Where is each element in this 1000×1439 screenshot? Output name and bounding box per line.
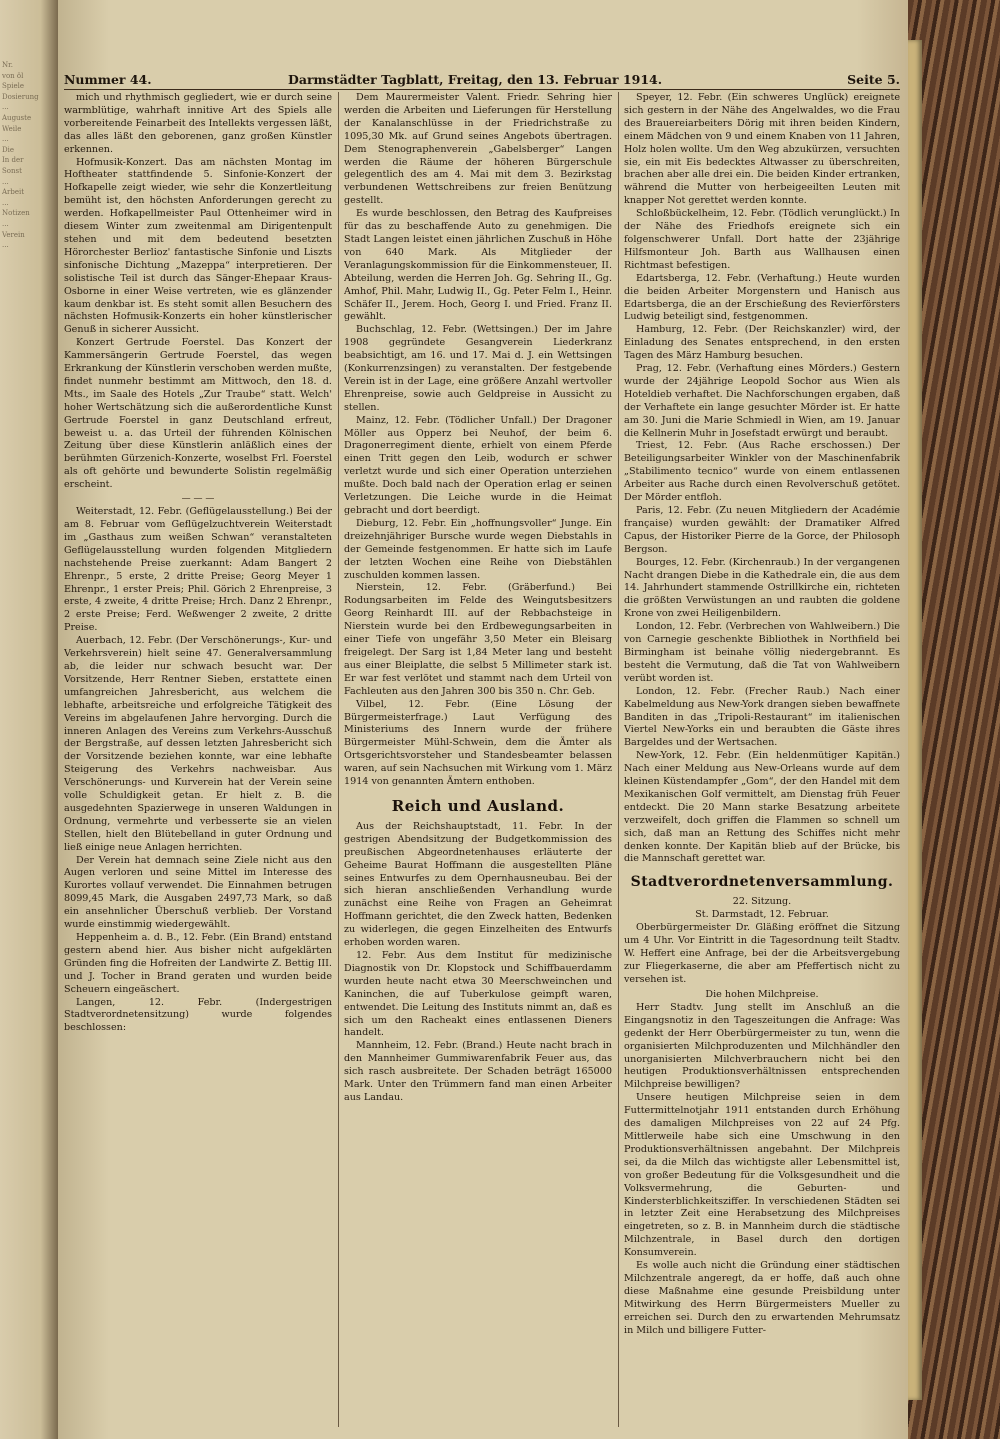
article-paragraph: London, 12. Febr. (Verbrechen von Wahlweibern.) Die von Carnegie geschenkte Bibliothek in Northfield bei Birmingham ist beinahe völlig niedergebrannt. Es besteht die Vermutung, daß die Tat von Wahlweibern verübt worden ist. xyxy=(624,621,900,684)
issue-number: Nummer 44. xyxy=(64,72,152,87)
session-number: 22. Sitzung. xyxy=(732,896,792,908)
article-paragraph: Der Verein hat demnach seine Ziele nicht aus den Augen verloren und seine Mittel im Interesse des Kurortes vollauf verwendet. Die Einnahmen betrugen 8099,45 Mark, die Ausgaben 2497,73 Mark, so daß ein ansehnlicher Überschuß verblieb. Der Vorstand wurde einstimmig wiedergewählt. xyxy=(64,854,332,931)
article-paragraph: Nierstein, 12. Febr. (Gräberfund.) Bei Rodungsarbeiten im Felde des Weingutsbesitzers Georg Reinhardt III. auf der Rebbachsteige in Nierstein wurde bei den Erdbewegungsarbeiten in einer Tiefe von ungefähr 3,50 Meter ein Bleisarg freigelegt. Der Sarg ist 1,84 Meter lang und besteht aus einer Bleiplatte, die selbst 5 Millimeter stark ist. Er war fest verlötet und stammt nach dem Urteil von Fachleuten aus den Jahren 300 bis 350 n. Chr. Geb. xyxy=(344,582,612,697)
article-paragraph: Prag, 12. Febr. (Verhaftung eines Mörders.) Gestern wurde der 24jährige Leopold Sochor aus Wien als Hoteldieb verhaftet. Die Nachforschungen ergaben, daß der Verhaftete ein lange gesuchter Mörder ist. Er hatte am 30. Juni die Marie Schmiedl in Wien, am 19. Januar die Kellnerin Muhr in Josefstadt erwürgt und beraubt. xyxy=(624,363,900,439)
article-paragraph: London, 12. Febr. (Frecher Raub.) Nach einer Kabelmeldung aus New-York drangen sieben bewaffnete Banditen in das „Tripoli-Restaurant“ im italienischen Viertel New-Yorks ein und beraubten die Gäste ihres Bargeldes und der Wertsachen. xyxy=(624,685,900,749)
article-paragraph: Es wolle auch nicht die Gründung einer städtischen Milchzentrale angeregt, da er hoffe, daß auch ohne diese Maßnahme eine gesunde Preisbildung unter Mitwirkung des Herrn Bürgermeisters Mueller zu erreichen sei. Durch den zu erwartenden Mehrumsatz in Milch und billigere Futter- xyxy=(624,1260,900,1336)
article-paragraph: Heppenheim a. d. B., 12. Febr. (Ein Brand) entstand gestern abend hier. Aus bisher nicht aufgeklärten Gründen fing die Hofreiten der Landwirte Z. Bettig III. und J. Tocher in Brand geraten und wurden beide Scheuern eingeäschert. xyxy=(64,932,332,995)
column-1 xyxy=(64,92,332,1427)
masthead-rule xyxy=(64,89,900,90)
article-paragraph: Buchschlag, 12. Febr. (Wettsingen.) Der im Jahre 1908 gegründete Gesangverein Liederkranz beabsichtigt, am 16. und 17. Mai d. J. ein Wettsingen (Konkurrenzsingen) zu veranstalten. Der festgebende Verein ist in der Lage, eine größere Anzahl wertvoller Ehrenpreise, sowie auch Geldpreise in Aussicht zu stellen. xyxy=(344,324,612,413)
article-paragraph: Herr Stadtv. Jung stellt im Anschluß an die Eingangsnotiz in den Tageszeitungen die Anfrage: Was gedenkt der Herr Oberbürgermeister zu tun, wenn die organisierten Milchproduzenten und Milchhändler den unorganisierten Milchverbrauchern nicht bei den heutigen Produktionsverhältnissen entsprechenden Milchpreise bewilligen? xyxy=(624,1001,900,1091)
article-paragraph: Speyer, 12. Febr. (Ein schweres Unglück) ereignete sich gestern in der Nähe des Angelwaldes, wo die Frau des Brauereiarbeiters Dörig mit ihren beiden Kindern, einem Mädchen von 9 und einem Knaben von 11 Jahren, Holz holen wollte. Um den Weg abzukürzen, versuchten sie, ein mit Eis bedecktes Altwasser zu überschreiten, brachen aber alle drei ein. Die beiden Kinder ertranken, während die Mutter von herbeigeeilten Leuten mit knapper Not gerettet werden konnte. xyxy=(624,92,900,207)
article-paragraph: Edartsberga, 12. Febr. (Verhaftung.) Heute wurden die beiden Arbeiter Morgenstern und Hanisch aus Edartsberga, die an der Erschießung des Revierförsters Ludwig beteiligt sind, festgenommen. xyxy=(624,272,900,323)
article-paragraph: Unsere heutigen Milchpreise seien in dem Futtermittelnotjahr 1911 entstanden durch Erhöhung des damaligen Milchpreises von 22 auf 24 Pfg. Mittlerweile habe sich eine Umschwung in den Produktionsverhältnissen angebahnt. Der Milchpreis sei, da die Milch das wichtigste aller Lebensmittel ist, von großer Bedeutung für die Volksgesundheit und die Volksvermehrung, die Geburten- und Kindersterblichkeitsziffer. In verschiedenen Städten sei in letzter Zeit eine Herabsetzung des Milchpreises eingetreten, so z. B. in Mannheim durch die städtische Milchzentrale, in Basel durch den dortigen Konsumverein. xyxy=(624,1092,900,1259)
book-binding-right xyxy=(908,0,1000,1439)
article-paragraph: Dem Maurermeister Valent. Friedr. Sehring hier werden die Arbeiten und Lieferungen für Herstellung der Kanalanschlüsse in der Friedrichstraße zu 1095,30 Mk. auf Grund seines Angebots übertragen. Dem Stenographenverein „Gabelsberger“ Langen werden die Räume der höheren Bürgerschule gelegentlich des am 4. Mai mit dem 3. Bezirkstag verbundenen Wettschreibens zur freien Benützung gestellt. xyxy=(344,92,612,207)
article-paragraph: Aus der Reichshauptstadt, 11. Febr. In der gestrigen Abendsitzung der Budgetkommission des preußischen Abgeordnetenhauses erläuterte der Geheime Baurat Hoffmann die ausgestellten Pläne seines Entwurfes zu dem Opernhausneubau. Bei der sich hieran anschließenden Verhandlung wurde zunächst eine Reihe von Fragen an Geheimrat Hoffmann gerichtet, die den Zweck hatten, Bedenken zu widerlegen, die gegen Einzelheiten des Entwurfs erhoben worden waren. xyxy=(344,820,612,949)
article-paragraph: Vilbel, 12. Febr. (Eine Lösung der Bürgermeisterfrage.) Laut Verfügung des Ministeriums des Innern wurde der frühere Bürgermeister Mühl-Schwein, dem die Ämter als Ortsgerichtsvorsteher und Standesbeamter belassen waren, auf sein Nachsuchen mit Wirkung vom 1. März 1914 von genannten Ämtern enthoben. xyxy=(344,698,612,788)
dateline: St. Darmstadt, 12. Februar. xyxy=(695,909,829,921)
newspaper-page xyxy=(58,0,908,1439)
article-paragraph: Triest, 12. Febr. (Aus Rache erschossen.) Der Beteiligungsarbeiter Winkler von der Maschinenfabrik „Stabilimento tecnico“ wurde von einem entlassenen Arbeiter aus Rache durch einen Revolverschuß getötet. Der Mörder entfloh. xyxy=(624,440,900,504)
article-paragraph: Es wurde beschlossen, den Betrag des Kaufpreises für das zu beschaffende Auto zu genehmigen. Die Stadt Langen leistet einen jährlichen Zuschuß in Höhe von 640 Mark. Als Mitglieder der Veranlagungskommission für die Einkommensteuer, II. Abteilung, werden die Herren Joh. Gg. Sehring II., Gg. Amhof, Phil. Mahr, Ludwig II., Gg. Peter Felm I., Heinr. Schäfer II., Jerem. Hoch, Georg I. und Fried. Franz II. gewählt. xyxy=(344,208,612,323)
article-paragraph: Konzert Gertrude Foerstel. Das Konzert der Kammersängerin Gertrude Foerstel, das wegen Erkrankung der Künstlerin verschoben werden mußte, findet nunmehr bestimmt am Mittwoch, den 18. d. Mts., im Saale des Hotels „Zur Traube“ statt. Welch' hoher Wertschätzung sich die außerordentliche Kunst Gertrude Foerstel in ganz Deutschland erfreut, beweist u. a. das Urteil der führenden Kölnischen Zeitung über diese Künstlerin anläßlich eines der berühmten Gürzenich-Konzerte, woselbst Frl. Foerstel als oft gehörte und bewunderte Solistin regelmäßig erscheint. xyxy=(64,337,332,491)
article-paragraph: Hamburg, 12. Febr. (Der Reichskanzler) wird, der Einladung des Senates entsprechend, in den ersten Tagen des März Hamburg besuchen. xyxy=(624,324,900,362)
article-paragraph: Dieburg, 12. Febr. Ein „hoffnungsvoller“ Junge. Ein dreizehnjähriger Bursche wurde wegen Diebstahls in der Gemeinde festgenommen. Er hatte sich im Laufe der letzten Wochen eine Reihe von Diebstählen zuschulden kommen lassen. xyxy=(344,517,612,581)
separator: — — — xyxy=(181,494,215,505)
article-paragraph: Weiterstadt, 12. Febr. (Geflügelausstellung.) Bei der am 8. Februar vom Geflügelzuchtverein Weiterstadt im „Gasthaus zum weißen Schwan“ veranstalteten Geflügelausstellung wurden folgenden Mitgliedern nachstehende Preise zuerkannt: Adam Bangert 2 Ehrenpr., 5 erste, 2 dritte Preise; Georg Meyer 1 Ehrenpr., 1 erster Preis; Phil. Görich 2 Ehrenpreise, 3 erste, 4 zweite, 4 dritte Preise; Hrch. Danz 2 Ehrenpr., 2 erste Preise; Ferd. Weßwenger 2 zweite, 2 dritte Preise. xyxy=(64,506,332,634)
article-paragraph: Paris, 12. Febr. (Zu neuen Mitgliedern der Académie française) wurden gewählt: der Dramatiker Alfred Capus, der Historiker Pierre de la Gorce, der Philosoph Bergson. xyxy=(624,505,900,555)
column-divider xyxy=(618,92,619,1427)
paper-title-date: Darmstädter Tagblatt, Freitag, den 13. Februar 1914. xyxy=(288,72,663,87)
masthead xyxy=(64,72,900,88)
article-paragraph: Oberbürgermeister Dr. Gläßing eröffnet die Sitzung um 4 Uhr. Vor Eintritt in die Tagesordnung teilt Stadtv. W. Heffert eine Anfrage, bei der die Arbeitsvergebung zur Fliegerkaserne, die aber am Pfeffertisch nicht zu versehen ist. xyxy=(624,922,900,985)
article-paragraph: Bourges, 12. Febr. (Kirchenraub.) In der vergangenen Nacht drangen Diebe in die Kathedrale ein, die aus dem 14. Jahrhundert stammende Ostrillkirche ein, richteten die größten Verwüstungen an und raubten die goldene Krone von zwei Heiligenbildern. xyxy=(624,556,900,620)
adjacent-page-text: Nr. von öl Spiele Dosierung ... Auguste Weile ... Die In der Sonst ... Arbeit ... Notizen ... Verein ... xyxy=(2,61,39,250)
article-paragraph: Langen, 12. Febr. (Indergestrigen Stadtverordnetensitzung) wurde folgendes beschlossen: xyxy=(64,996,332,1034)
page-number: Seite 5. xyxy=(847,72,900,87)
article-paragraph: Mannheim, 12. Febr. (Brand.) Heute nacht brach in den Mannheimer Gummiwarenfabrik Feuer aus, das sich rasch ausbreitete. Der Schaden beträgt 165000 Mark. Unter den Trümmern fand man einen Arbeiter aus Landau. xyxy=(344,1040,612,1103)
article-paragraph: Hofmusik-Konzert. Das am nächsten Montag im Hoftheater stattfindende 5. Sinfonie-Konzert der Hofkapelle zeigt wieder, wie sehr die Konzertleitung bemüht ist, den höchsten Anforderungen gerecht zu werden. Hofkapellmeister Paul Ottenheimer wird in diesem Winter zum zweitenmal am Dirigentenpult stehen und mit dem bedeutend besetzten Hörorchester Berlioz' fantastische Sinfonie und Liszts sinfonische Dichtung „Mazeppa“ interpretieren. Der solistische Teil ist durch das Sänger-Ehepaar Kraus-Osborne in einer Weise vertreten, wie es glänzender kaum denkbar ist. Es steht somit allen Besuchern des nächsten Hofmusik-Konzerts ein hoher künstlerischer Genuß in sicherer Aussicht. xyxy=(64,156,332,336)
article-paragraph: 12. Febr. Aus dem Institut für medizinische Diagnostik von Dr. Klopstock und Schiffbauerdamm wurden heute nacht etwa 30 Meerschweinchen und Kaninchen, die auf Tuberkulose geimpft waren, entwendet. Die Leitung des Instituts nimmt an, daß es sich um den Racheakt eines entlassenen Dieners handelt. xyxy=(344,950,612,1039)
article-paragraph: Mainz, 12. Febr. (Tödlicher Unfall.) Der Dragoner Möller aus Opperz bei Neuhof, der beim 6. Dragonerregiment diente, erhielt von einem Pferde einen Tritt gegen den Leib, wodurch er schwer verletzt wurde und sich einer Operation unterziehen mußte. Doch bald nach der Operation erlag er seinen Verletzungen. Die Leiche wurde in die Heimat gebracht und dort beerdigt. xyxy=(344,414,612,516)
adjacent-page-left xyxy=(0,0,58,1439)
page-edge xyxy=(908,40,922,1400)
article-paragraph: mich und rhythmisch gegliedert, wie er durch seine warmblütige, wahrhaft innitive Art des Spiels alle vorbereitende Feinarbeit des Intellekts vergessen läßt, das alles läßt den geborenen, ganz großen Künstler erkennen. xyxy=(64,92,332,155)
column-divider xyxy=(338,92,339,1427)
section-heading-reich-und-ausland: Reich und Ausland. xyxy=(391,796,565,815)
article-paragraph: Auerbach, 12. Febr. (Der Verschönerungs-, Kur- und Verkehrsverein) hielt seine 47. Generalversammlung ab, die leider nur schwach besucht war. Der Vorsitzende, Herr Rentner Sieben, erstattete einen umfangreichen Jahresbericht, aus welchem die lebhafte, arbeitsreiche und erfolgreiche Tätigkeit des Vereins im abgelaufenen Jahre hervorging. Durch die inneren Anlagen des Vereins zum Verkehrs-Ausschuß der Bergstraße, auf dessen letzten Jahresbericht sich der Vorsitzende beziehen konnte, war eine lebhafte Steigerung des Verkehrs nachweisbar. Aus Verschönerungs- und Kurverein hat der Verein seine volle Schuldigkeit getan. Er hielt z. B. die ausgedehnten Spazierwege in unseren Waldungen in Ordnung, vermehrte und verbesserte sie an vielen Stellen, hielt den Blütebelland in guter Ordnung und ließ einige neue Anlagen herrichten. xyxy=(64,635,332,853)
subsection-heading: Die hohen Milchpreise. xyxy=(705,988,819,1000)
article-paragraph: Schloßbückelheim, 12. Febr. (Tödlich verunglückt.) In der Nähe des Friedhofs ereignete sich ein folgenschwerer Unfall. Dort hatte der 23jährige Hilfsmonteur Joh. Barth aus Wallhausen einen Richtmast befestigen. xyxy=(624,208,900,271)
column-3 xyxy=(624,92,900,1427)
section-heading-stadtverordnetenversammlung: Stadtverordnetenversammlung. xyxy=(630,874,894,891)
column-2 xyxy=(344,92,612,1427)
article-paragraph: New-York, 12. Febr. (Ein heldenmütiger Kapitän.) Nach einer Meldung aus New-Orleans wurde auf dem kleinen Küstendampfer „Gom“, der den Handel mit dem Mexikanischen Golf vermittelt, am Dienstag früh Feuer entdeckt. Die 20 Mann starke Besatzung arbeitete verzweifelt, doch griffen die Flammen so schnell um sich, daß man an Rettung des Schiffes nicht mehr denken konnte. Der Kapitän blieb auf der Brücke, bis die Mannschaft gerettet war. xyxy=(624,750,900,865)
